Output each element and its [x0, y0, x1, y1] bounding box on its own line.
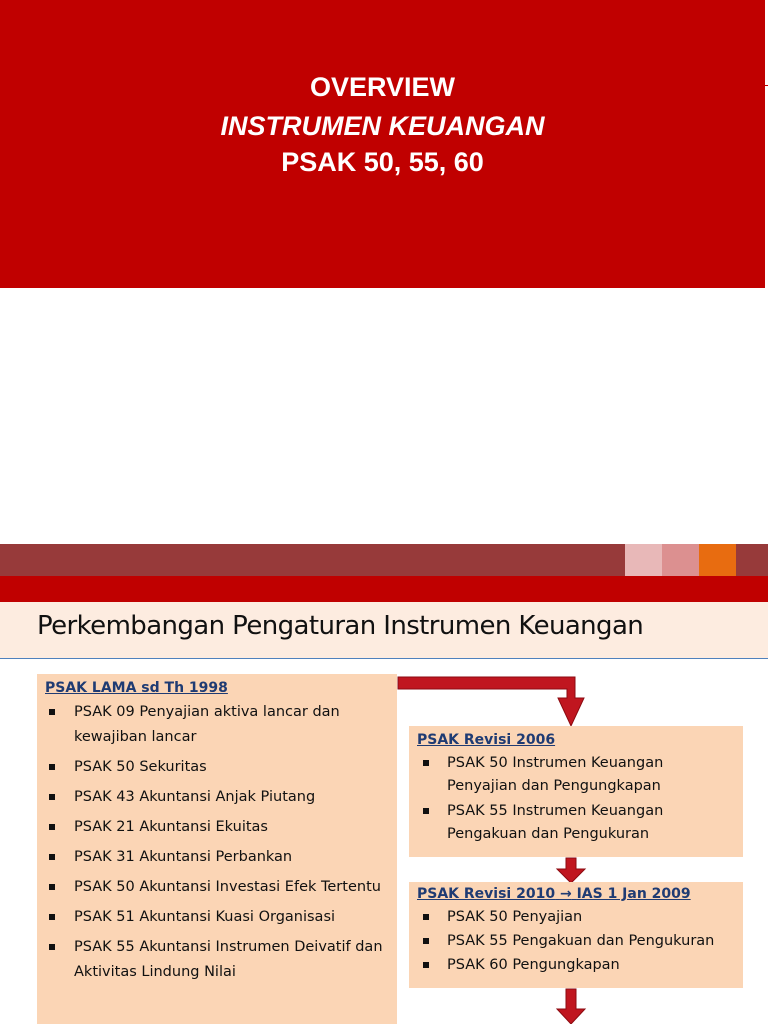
- psak-2006-heading: PSAK Revisi 2006: [417, 732, 556, 748]
- square-bullet-icon: [423, 760, 429, 766]
- list-item: PSAK 50 Instrumen Keuangan Penyajian dan Pengungkapan: [417, 752, 735, 798]
- list-item: PSAK 50 Akuntansi Investasi Efek Tertentu: [45, 875, 389, 900]
- square-bullet-icon: [49, 884, 55, 890]
- square-bullet-icon: [423, 962, 429, 968]
- arrow-2010-down: [557, 989, 585, 1024]
- right-arrow-icon: →: [559, 886, 572, 902]
- square-bullet-icon: [49, 914, 55, 920]
- list-item: PSAK 55 Instrumen Keuangan Pengakuan dan Pengukuran: [417, 800, 735, 846]
- square-bullet-icon: [49, 944, 55, 950]
- psak-2010-heading: PSAK Revisi 2010 → IAS 1 Jan 2009: [417, 886, 691, 902]
- list-item: PSAK 50 Penyajian: [417, 906, 735, 929]
- list-item: PSAK 55 Pengakuan dan Pengukuran: [417, 930, 735, 953]
- arrow-left-to-2006: [398, 677, 584, 726]
- list-item: PSAK 09 Penyajian aktiva lancar dan kewajiban lancar: [45, 700, 389, 750]
- title-line-overview: OVERVIEW: [309, 72, 456, 102]
- arrow-2006-to-2010: [557, 858, 585, 883]
- title-line-instrumen: INSTRUMEN KEUANGAN: [220, 111, 545, 141]
- square-bullet-icon: [49, 764, 55, 770]
- list-item: PSAK 43 Akuntansi Anjak Piutang: [45, 785, 389, 810]
- psak-2006-box: [409, 726, 743, 857]
- slide-title: Perkembangan Pengaturan Instrumen Keuangan: [37, 611, 644, 641]
- psak-lama-box: [37, 674, 397, 1024]
- list-item: PSAK 31 Akuntansi Perbankan: [45, 845, 389, 870]
- list-item: PSAK 51 Akuntansi Kuasi Organisasi: [45, 905, 389, 930]
- square-bullet-icon: [49, 854, 55, 860]
- psak-2010-box: [409, 882, 743, 988]
- list-item: PSAK 21 Akuntansi Ekuitas: [45, 815, 389, 840]
- list-item: PSAK 55 Akuntansi Instrumen Deivatif dan Aktivitas Lindung Nilai: [45, 935, 389, 985]
- psak-2006-list: [417, 752, 735, 846]
- square-bullet-icon: [423, 914, 429, 920]
- list-item: PSAK 50 Sekuritas: [45, 755, 389, 780]
- square-bullet-icon: [423, 938, 429, 944]
- list-item: PSAK 60 Pengungkapan: [417, 954, 735, 977]
- title-line-psak: PSAK 50, 55, 60: [281, 147, 484, 177]
- psak-2010-list: [417, 906, 735, 977]
- psak-lama-list: [45, 700, 389, 985]
- square-bullet-icon: [49, 794, 55, 800]
- square-bullet-icon: [49, 824, 55, 830]
- psak-lama-heading: PSAK LAMA sd Th 1998: [45, 680, 228, 696]
- square-bullet-icon: [49, 709, 55, 715]
- square-bullet-icon: [423, 808, 429, 814]
